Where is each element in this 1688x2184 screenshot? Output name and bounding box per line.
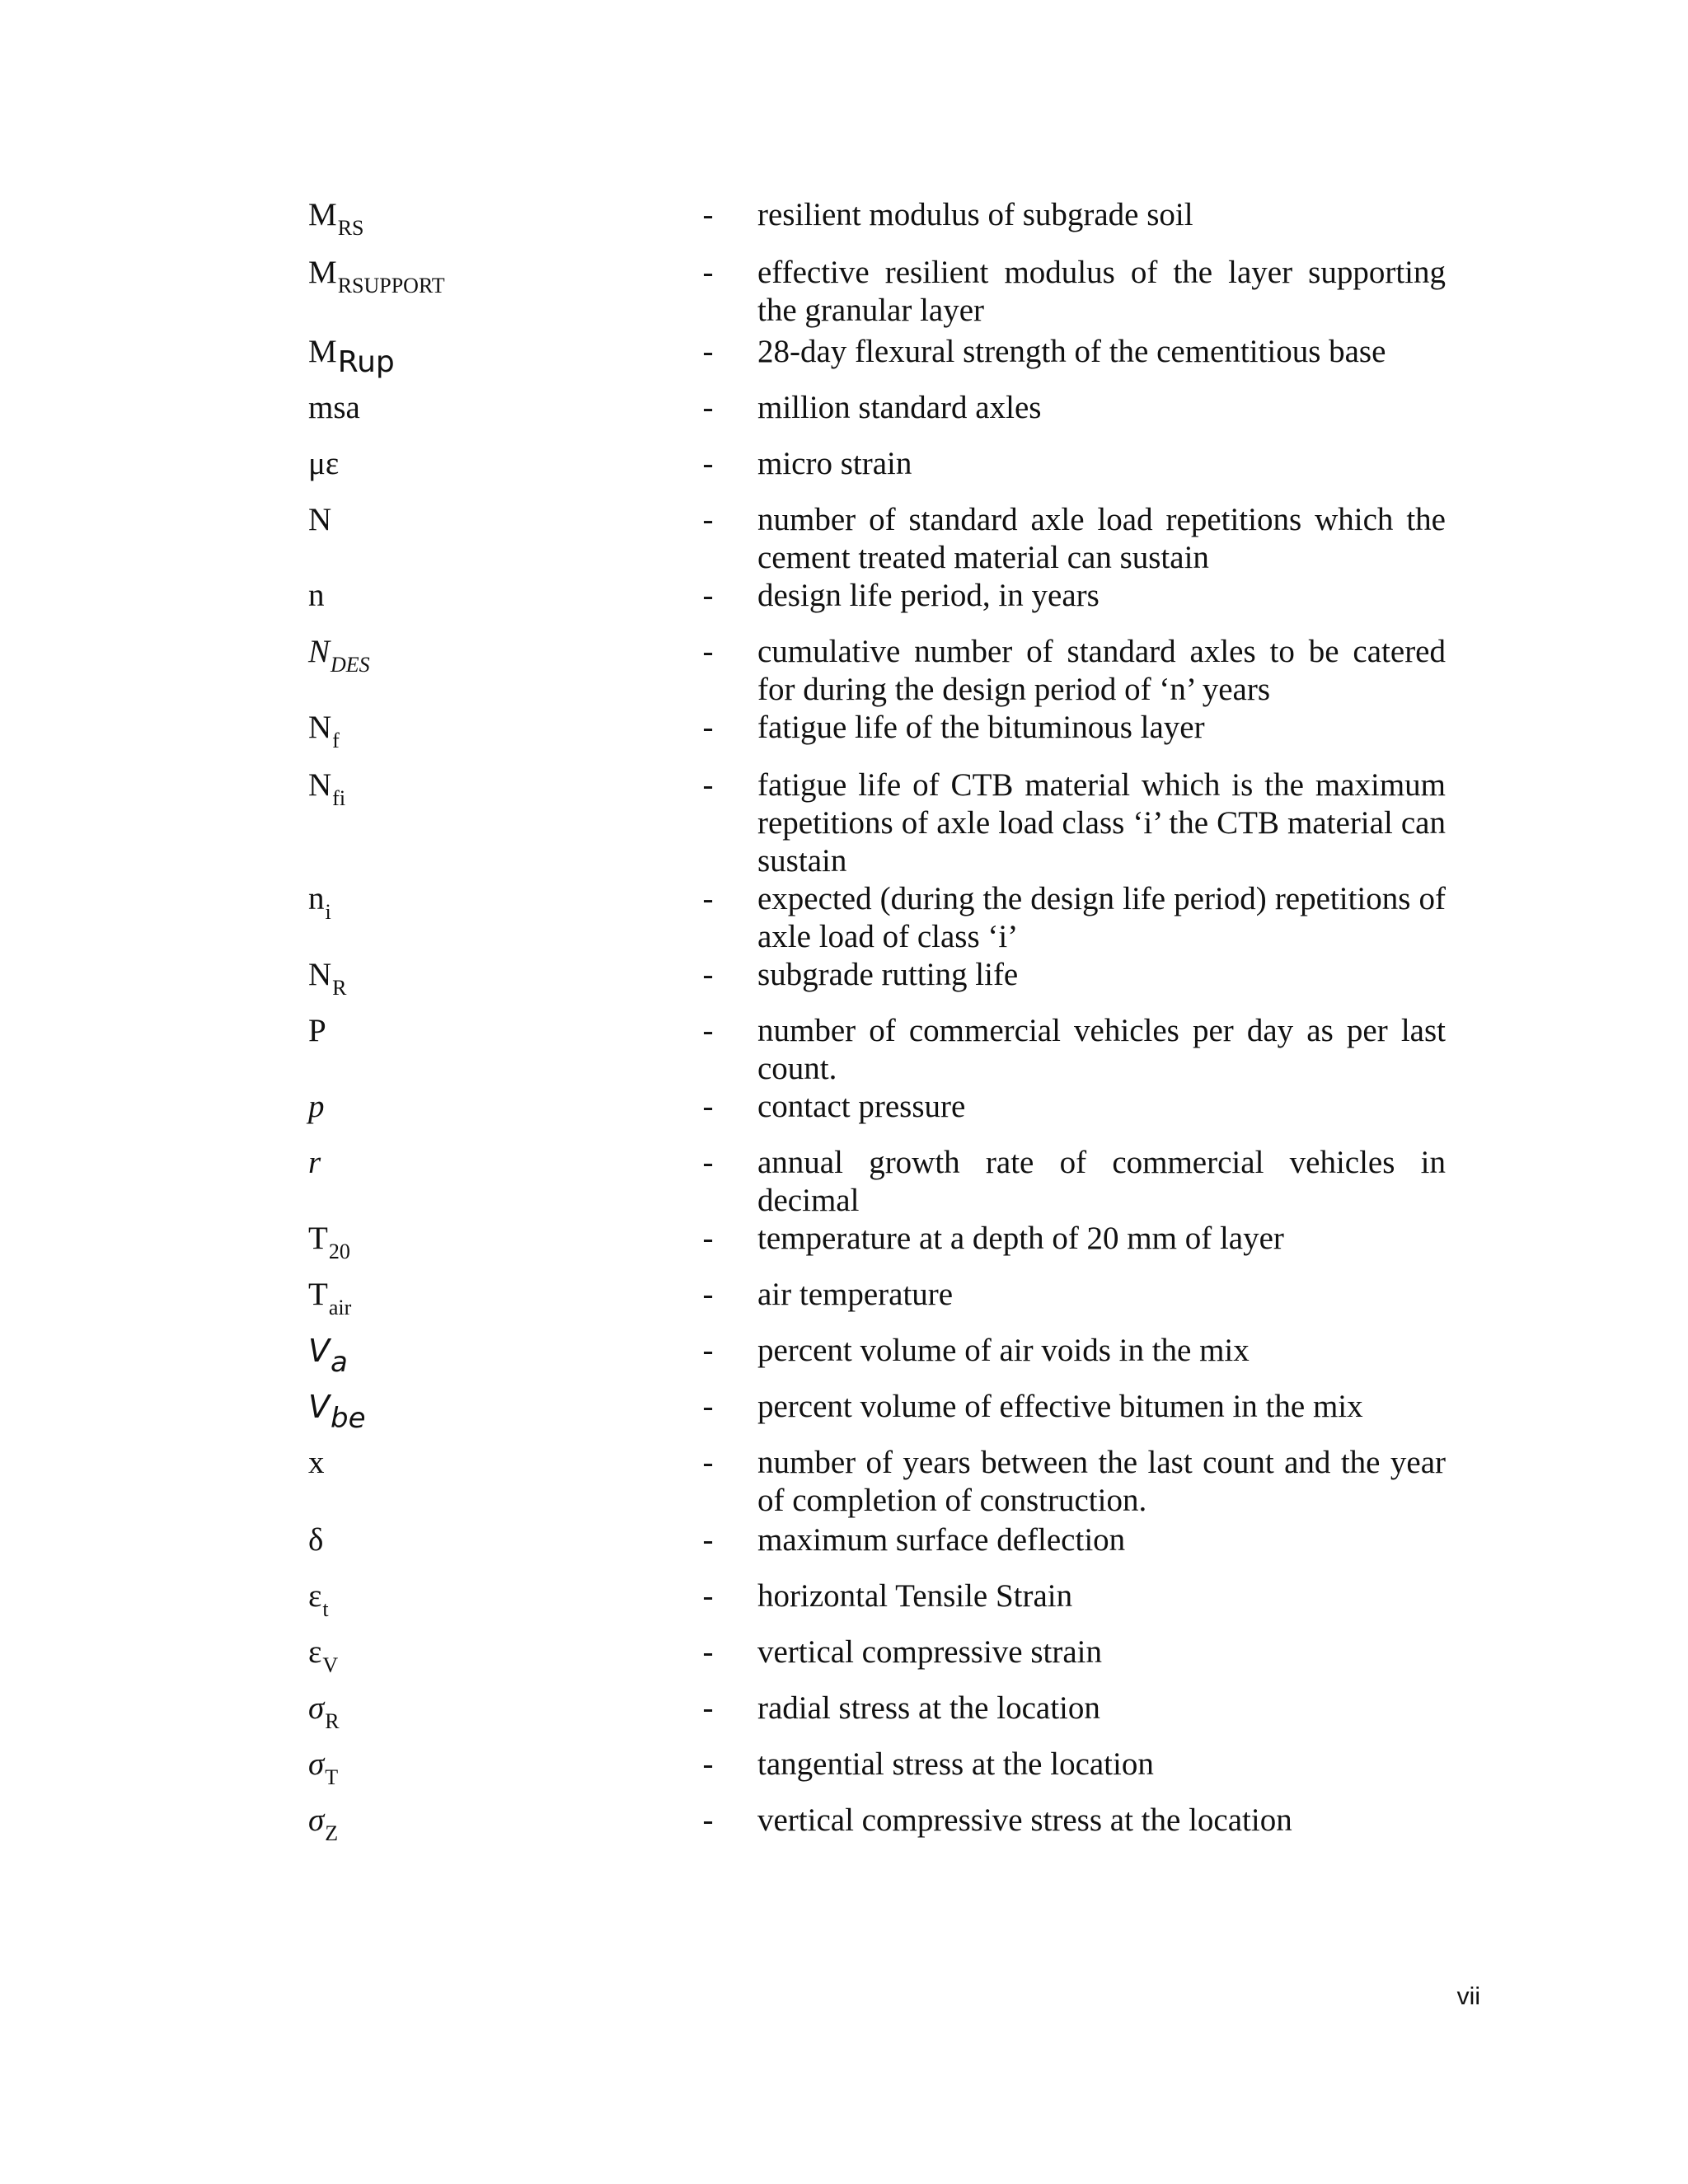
symbol-description: number of commercial vehicles per day as per last count. <box>757 1013 1446 1086</box>
separator-dash: - <box>702 578 714 613</box>
symbol: $N_{DES}$ <box>308 634 370 677</box>
separator-dash: - <box>702 1221 714 1256</box>
symbol-description: number of years between the last count and the year of completion of construction. <box>757 1445 1446 1518</box>
separator-dash: - <box>702 1013 714 1048</box>
separator-dash: - <box>702 634 714 669</box>
separator-dash: - <box>702 1389 714 1424</box>
symbol-row <box>308 1012 1446 1088</box>
symbol-row <box>308 633 1446 709</box>
symbol-row <box>308 1577 1446 1633</box>
symbol-row <box>308 880 1446 956</box>
separator-dash: - <box>702 502 714 537</box>
separator-dash: - <box>702 1145 714 1180</box>
symbol-description: effective resilient modulus of the layer supporting the granular layer <box>757 255 1446 328</box>
symbol: N <box>308 502 332 537</box>
symbol-description: 28-day flexural strength of the cementitious base <box>757 334 1386 369</box>
symbol: $\sigma_R$ <box>308 1690 340 1733</box>
symbol-row <box>308 445 1446 501</box>
symbol: Vbe <box>308 1389 366 1435</box>
separator-dash: - <box>702 1522 714 1558</box>
symbol-row <box>308 1802 1446 1858</box>
symbol-row <box>308 254 1446 333</box>
symbol: $\varepsilon_V$ <box>308 1634 339 1677</box>
symbol-row <box>308 389 1446 445</box>
symbol-description: resilient modulus of subgrade soil <box>757 197 1193 232</box>
symbol-row <box>308 1746 1446 1802</box>
symbol-description: fatigue life of the bituminous layer <box>757 710 1205 745</box>
separator-dash: - <box>702 957 714 992</box>
symbol-row <box>308 333 1446 389</box>
symbol: msa <box>308 390 360 425</box>
symbol-row <box>308 1088 1446 1144</box>
symbol: $n_i$ <box>308 881 331 924</box>
symbol-row <box>308 1220 1446 1276</box>
symbol: $N_R$ <box>308 957 347 1000</box>
symbol: P <box>308 1013 326 1048</box>
symbol-row <box>308 956 1446 1012</box>
symbol-description: number of standard axle load repetitions which the cement treated material can sustain <box>757 502 1446 575</box>
symbol-description: percent volume of effective bitumen in the mix <box>757 1389 1363 1424</box>
separator-dash: - <box>702 1690 714 1726</box>
symbol-list <box>308 196 1446 1858</box>
symbol-description: annual growth rate of commercial vehicles in decimal <box>757 1145 1446 1218</box>
symbol-row <box>308 1388 1446 1444</box>
separator-dash: - <box>702 1802 714 1838</box>
symbol-row <box>308 1276 1446 1332</box>
symbol: x <box>308 1445 325 1480</box>
separator-dash: - <box>702 1277 714 1312</box>
symbol-description: micro strain <box>757 446 912 481</box>
separator-dash: - <box>702 1089 714 1124</box>
separator-dash: - <box>702 881 714 916</box>
symbol: $M_{RSUPPORT}$ <box>308 255 445 298</box>
symbol-row <box>308 196 1446 254</box>
symbol-description: fatigue life of CTB material which is the maximum repetitions of axle load class ‘i’ the CTB material can sustain <box>757 767 1446 879</box>
symbol-row <box>308 1444 1446 1521</box>
symbol-description: percent volume of air voids in the mix <box>757 1333 1250 1368</box>
symbol-description: vertical compressive stress at the location <box>757 1802 1292 1838</box>
symbol: $M_{RS}$ <box>308 197 364 240</box>
symbol: $\varepsilon_t$ <box>308 1578 329 1621</box>
separator-dash: - <box>702 1333 714 1368</box>
symbol-description: radial stress at the location <box>757 1690 1100 1726</box>
separator-dash: - <box>702 767 714 803</box>
separator-dash: - <box>702 710 714 745</box>
symbol: Va <box>308 1333 348 1379</box>
symbol-description: air temperature <box>757 1277 954 1312</box>
symbol-description: expected (during the design life period) repetitions of axle load of class ‘i’ <box>757 881 1446 954</box>
page-number: vii <box>1456 1983 1480 2010</box>
symbol-row <box>308 501 1446 577</box>
symbol-description: tangential stress at the location <box>757 1746 1154 1782</box>
symbol-description: subgrade rutting life <box>757 957 1019 992</box>
symbol-row <box>308 1521 1446 1577</box>
symbol: με <box>308 446 340 481</box>
symbol: r <box>308 1145 321 1180</box>
separator-dash: - <box>702 255 714 290</box>
symbol-description: million standard axles <box>757 390 1042 425</box>
symbol-row <box>308 1633 1446 1690</box>
symbol: $\sigma_Z$ <box>308 1802 339 1845</box>
separator-dash: - <box>702 197 714 232</box>
separator-dash: - <box>702 390 714 425</box>
separator-dash: - <box>702 1578 714 1614</box>
symbol: $T_{air}$ <box>308 1277 352 1319</box>
symbol: $N_f$ <box>308 710 340 752</box>
symbol: δ <box>308 1522 324 1558</box>
symbol: $N_{fi}$ <box>308 767 346 810</box>
separator-dash: - <box>702 446 714 481</box>
symbol-row <box>308 1332 1446 1388</box>
symbol: p <box>308 1089 325 1124</box>
symbol-description: cumulative number of standard axles to be catered for during the design period of ‘n’ years <box>757 634 1446 707</box>
symbol-row <box>308 766 1446 880</box>
symbol: n <box>308 578 325 613</box>
separator-dash: - <box>702 1445 714 1480</box>
symbol-description: maximum surface deflection <box>757 1522 1126 1558</box>
separator-dash: - <box>702 1634 714 1670</box>
symbol-row <box>308 577 1446 633</box>
symbol-description: vertical compressive strain <box>757 1634 1103 1670</box>
symbol: $T_{20}$ <box>308 1221 350 1263</box>
symbol-description: temperature at a depth of 20 mm of layer <box>757 1221 1284 1256</box>
separator-dash: - <box>702 1746 714 1782</box>
symbol: $\sigma_T$ <box>308 1746 339 1789</box>
symbol-description: design life period, in years <box>757 578 1100 613</box>
symbol-row <box>308 1690 1446 1746</box>
separator-dash: - <box>702 334 714 369</box>
symbol-description: horizontal Tensile Strain <box>757 1578 1073 1614</box>
symbol-description: contact pressure <box>757 1089 966 1124</box>
symbol-row <box>308 709 1446 766</box>
symbol-row <box>308 1144 1446 1220</box>
symbol: MRup <box>308 334 395 379</box>
